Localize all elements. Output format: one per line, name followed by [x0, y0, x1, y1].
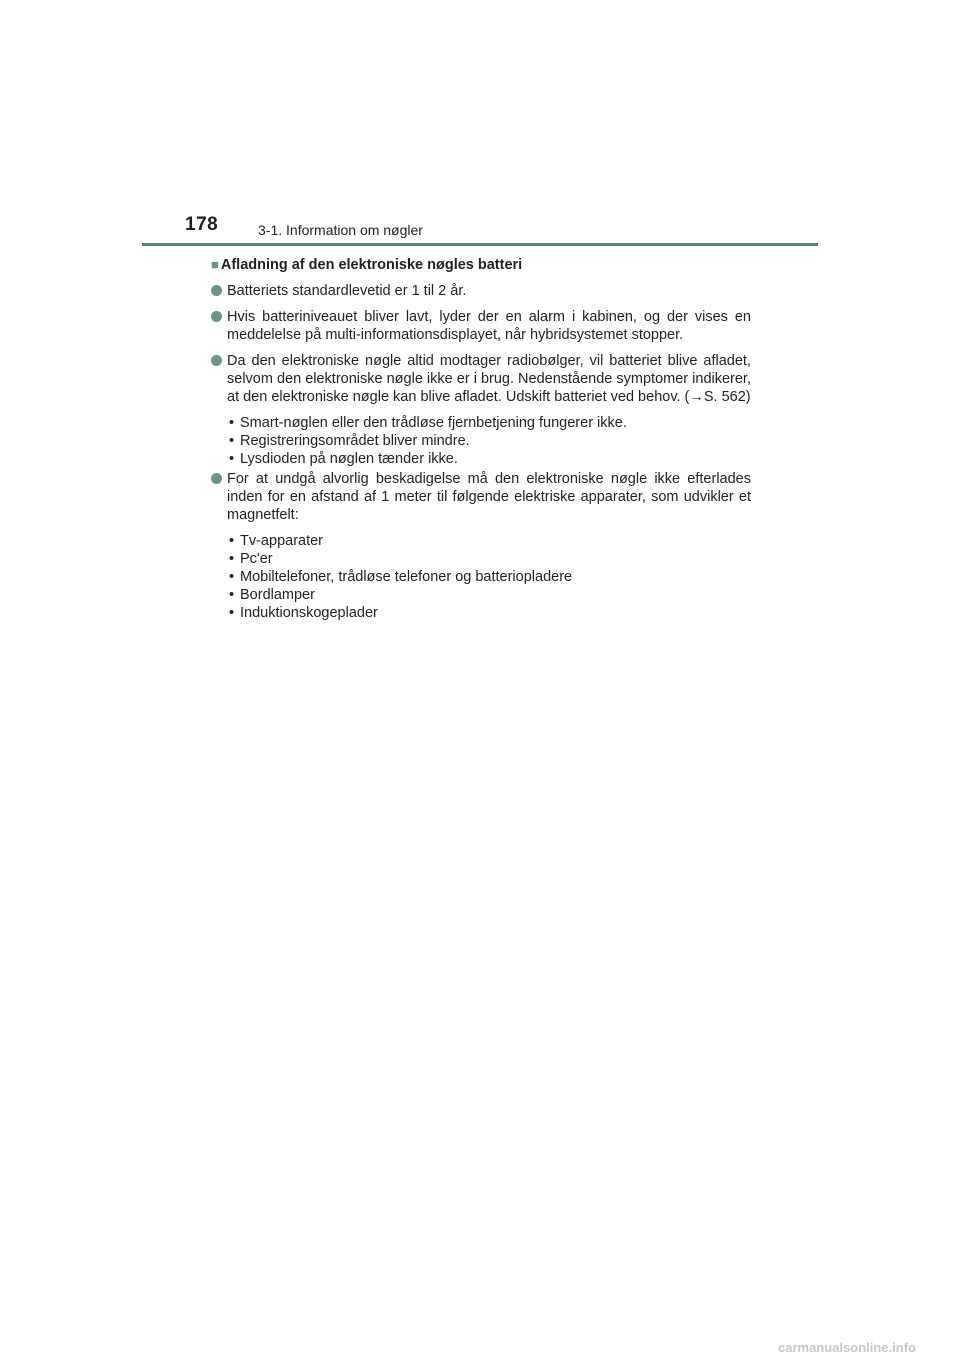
- section-title: 3-1. Information om nøgler: [258, 222, 423, 238]
- list-item: [211, 308, 751, 344]
- section-heading: [211, 256, 751, 274]
- round-bullet-icon: [211, 473, 222, 484]
- round-bullet-icon: [211, 355, 222, 366]
- header-divider: [142, 243, 818, 246]
- symptom-item: • Registreringsområdet bliver mindre.: [229, 432, 751, 450]
- appliance-item: • Induktionskogeplader: [229, 604, 751, 622]
- list-item-text: For at undgå alvorlig beskadigelse må den elektroniske nøgle ikke efterlades inden for en afstand af 1 meter til følgende elektriske apparater, som udvikler et magnetfelt:: [227, 471, 751, 523]
- appliance-item: • Pc'er: [229, 550, 751, 568]
- content-body: [211, 256, 751, 624]
- symptom-list: [211, 414, 751, 468]
- list-item-text: Da den elektroniske nøgle altid modtager radiobølger, vil batteriet blive afladet, selvom den elektroniske nøgle ikke er i brug. Nedenstående symptomer indikerer, at den elektroniske nøgle kan blive afladet. Udskift batteriet ved behov. (→S. 562): [227, 353, 751, 405]
- page-number: 178: [185, 214, 219, 235]
- appliance-list: [211, 532, 751, 622]
- appliance-item: • Bordlamper: [229, 586, 751, 604]
- heading-text: Afladning af den elektroniske nøgles batteri: [220, 257, 523, 273]
- list-item: [211, 352, 751, 406]
- round-bullet-icon: [211, 311, 222, 322]
- symptom-item: • Lysdioden på nøglen tænder ikke.: [229, 450, 751, 468]
- square-bullet-icon: ■: [211, 257, 219, 272]
- appliance-item: • Tv-apparater: [229, 532, 751, 550]
- appliance-item: • Mobiltelefoner, trådløse telefoner og batteriopladere: [229, 568, 751, 586]
- list-item: [211, 282, 751, 300]
- list-item-text: Batteriets standardlevetid er 1 til 2 år.: [227, 283, 467, 299]
- symptom-item: • Smart-nøglen eller den trådløse fjernbetjening fungerer ikke.: [229, 414, 751, 432]
- watermark: carmanualsonline.info: [778, 1340, 916, 1355]
- round-bullet-icon: [211, 285, 222, 296]
- list-item-text: Hvis batteriniveauet bliver lavt, lyder der en alarm i kabinen, og der vises en meddelelse på multi-informationsdisplayet, når hybridsystemet stopper.: [227, 309, 751, 343]
- list-item: [211, 470, 751, 524]
